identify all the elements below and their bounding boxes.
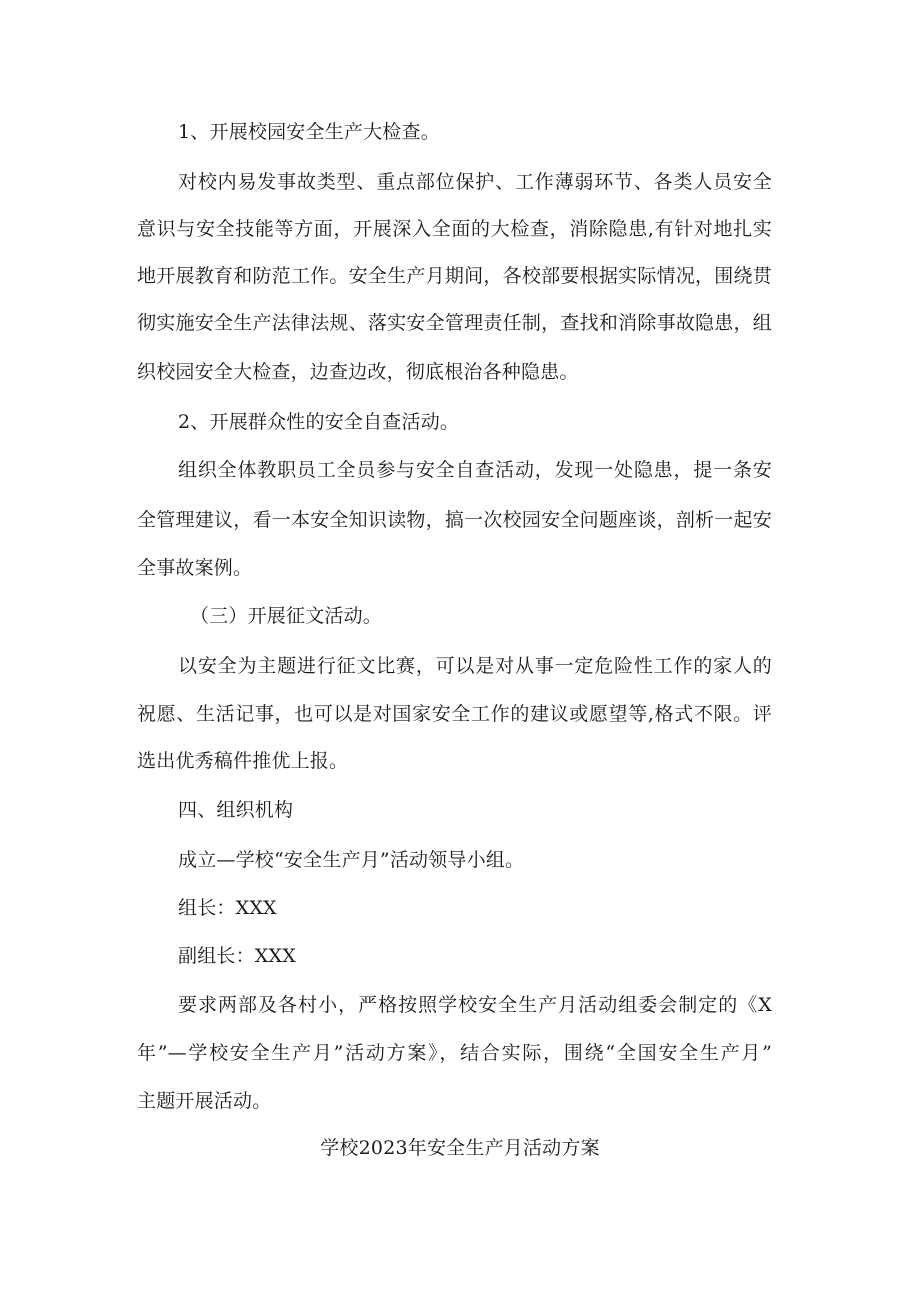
footer-title: 学校2023年安全生产月活动方案 xyxy=(320,1137,600,1159)
section-heading-4: 四、组织机构 xyxy=(178,799,294,821)
section-heading-2: 2、开展群众性的安全自查活动。 xyxy=(178,411,460,433)
section-heading-1: 1、开展校园安全生产大检查。 xyxy=(178,121,440,143)
paragraph-line: 全事故案例。 xyxy=(137,557,253,579)
paragraph-line: 意识与安全技能等方面，开展深入全面的大检查，消除隐患,有针对地扎实 xyxy=(137,218,772,240)
paragraph-line: 选出优秀稿件推优上报。 xyxy=(137,750,349,772)
paragraph-line: 地开展教育和防范工作。安全生产月期间，各校部要根据实际情况，围绕贯 xyxy=(137,265,772,287)
paragraph-line: 成立—学校“安全生产月”活动领导小组。 xyxy=(178,849,525,871)
paragraph-line: 以安全为主题进行征文比赛，可以是对从事一定危险性工作的家人的 xyxy=(178,655,772,677)
section-heading-3: （三）开展征文活动。 xyxy=(190,605,383,627)
paragraph-line: 全管理建议，看一本安全知识读物，搞一次校园安全问题座谈，剖析一起安 xyxy=(137,509,772,531)
paragraph-line: 彻实施安全生产法律法规、落实安全管理责任制，查找和消除事故隐患，组 xyxy=(137,312,772,334)
paragraph-line: 祝愿、生活记事，也可以是对国家安全工作的建议或愿望等,格式不限。评 xyxy=(137,703,772,725)
paragraph-line: 主题开展活动。 xyxy=(137,1090,272,1112)
paragraph-line: 对校内易发事故类型、重点部位保护、工作薄弱环节、各类人员安全 xyxy=(178,171,772,193)
paragraph-line: 织校园安全大检查，边查边改，彻底根治各种隐患。 xyxy=(137,361,579,383)
leader-line: 组长：XXX xyxy=(178,897,277,919)
paragraph-line: 年”—学校安全生产月”活动方案》，结合实际，围绕“全国安全生产月” xyxy=(137,1042,772,1064)
deputy-leader-line: 副组长：XXX xyxy=(178,945,296,967)
paragraph-line: 组织全体教职员工全员参与安全自查活动，发现一处隐患，提一条安 xyxy=(178,459,772,481)
paragraph-line: 要求两部及各村小，严格按照学校安全生产月活动组委会制定的《X xyxy=(178,994,772,1016)
